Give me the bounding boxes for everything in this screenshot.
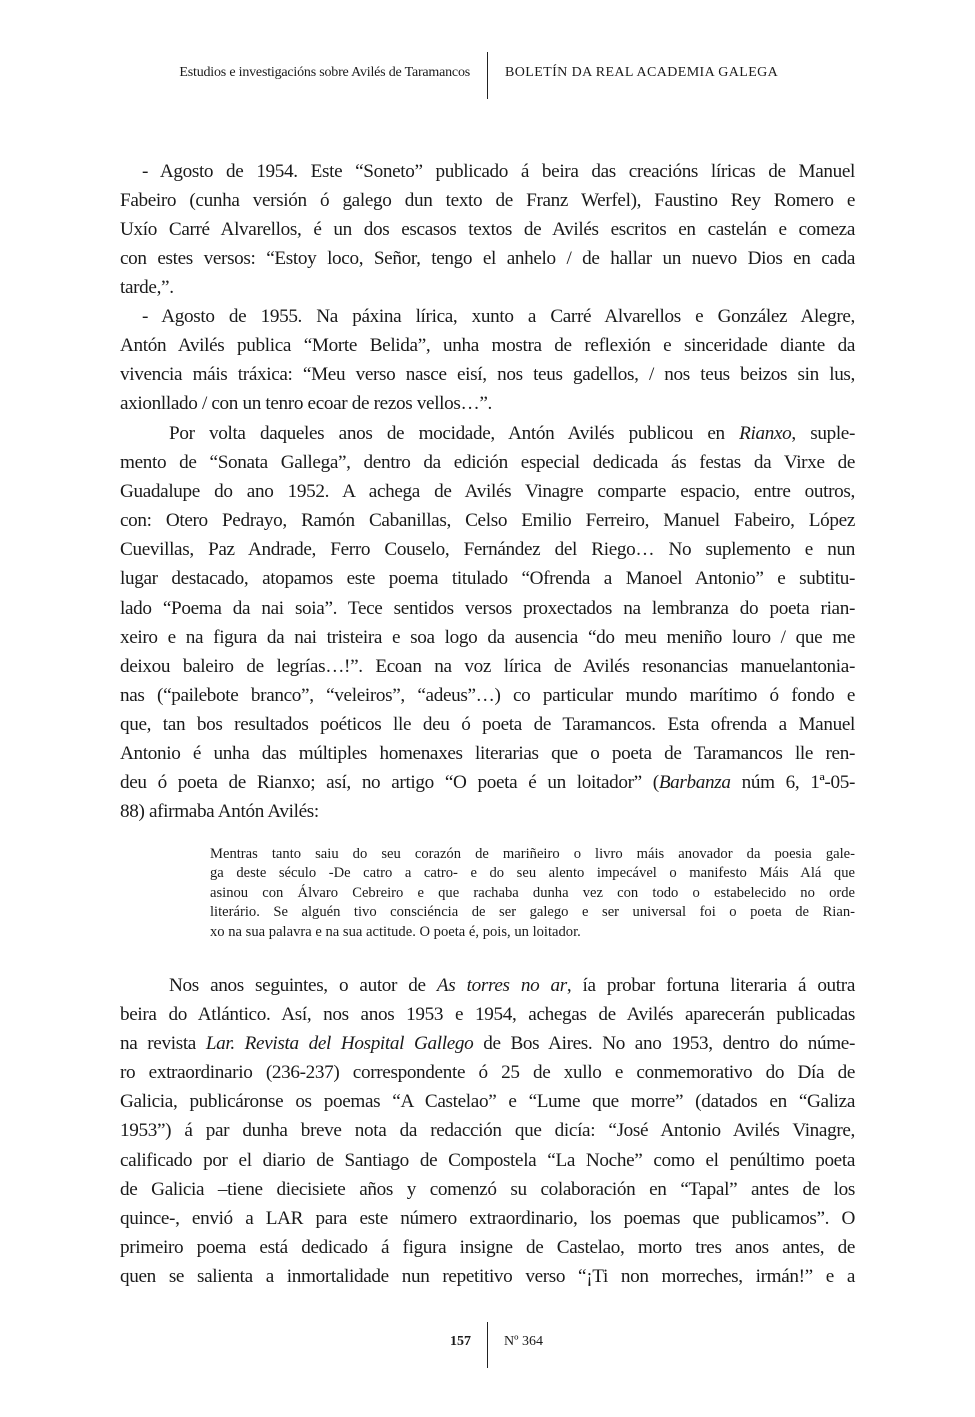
block-quote xyxy=(210,845,855,942)
text-run: Por volta daqueles anos de mocidade, Antón Avilés publicou en xyxy=(169,423,740,444)
text-line xyxy=(120,419,855,448)
text-line: xeiro e na figura da nai tristeira e soa logo da ausencia “do meu meniño louro / que me xyxy=(120,626,855,648)
paragraph-rianxo xyxy=(120,419,855,826)
text-line: quen se salienta a inmortalidade nun repetitivo verso “¡Ti non morreches, irmán!” e a xyxy=(120,1265,855,1287)
text-line: - Agosto de 1954. Este “Soneto” publicado á beira das creacións líricas de Manuel xyxy=(142,161,855,182)
text-line: 88) afirmaba Antón Avilés: xyxy=(120,801,319,823)
text-line xyxy=(120,1029,855,1058)
text-run: Nos anos seguintes, o autor de xyxy=(169,975,437,996)
text-line: beira do Atlántico. Así, nos anos 1953 e 1954, achegas de Avilés aparecerán publicadas xyxy=(120,1004,855,1026)
text-line: que, tan bos resultados poéticos lle deu ó poeta de Taramancos. Esta ofrenda a Manuel xyxy=(120,713,855,735)
text-line: 1953”) á par dunha breve nota da redacción que dicía: “José Antonio Avilés Vinagre, xyxy=(120,1120,855,1142)
text-line: lado “Poema da nai soia”. Tece sentidos versos proxectados na lembranza do poeta rian- xyxy=(120,597,855,619)
publication-title: Barbanza xyxy=(658,772,731,794)
text-run: na revista xyxy=(120,1033,206,1055)
text-run: de Bos Aires. No ano 1953, dentro do núme- xyxy=(473,1033,855,1055)
quote-line: literário. Se alguén tivo consciéncia de ser galego e ser universal foi o poeta de Rian- xyxy=(210,904,855,921)
text-run: deu ó poeta de Rianxo; así, no artigo “O poeta é un loitador” ( xyxy=(120,772,659,794)
quote-line: asinou con Álvaro Cebreiro e que rachaba dunha vez con todo o estabelecido no orde xyxy=(210,884,855,901)
text-line: tarde,”. xyxy=(120,277,174,299)
page-footer xyxy=(0,1322,975,1368)
publication-title: Rianxo xyxy=(739,423,792,444)
text-line: mento de “Sonata Gallega”, dentro da edición especial dedicada ás festas da Virxe de xyxy=(120,452,855,474)
text-run: , suple- xyxy=(791,423,856,444)
publication-title: Lar. Revista del Hospital Gallego xyxy=(205,1033,474,1055)
paragraph-agosto-1955 xyxy=(120,302,855,418)
text-line xyxy=(120,971,855,1000)
header-section-title: Estudios e investigacións sobre Avilés de Taramancos xyxy=(179,65,470,80)
text-line: Fabeiro (cunha versión ó galego dun texto de Franz Werfel), Faustino Rey Romero e xyxy=(120,190,855,212)
text-line: Cuevillas, Paz Andrade, Ferro Couselo, Fernández del Riego… No suplemento e nun xyxy=(120,539,855,561)
text-run: núm 6, 1ª-05- xyxy=(730,772,855,794)
running-header xyxy=(0,52,975,100)
paragraph-agosto-1954 xyxy=(120,157,855,302)
text-line: con: Otero Pedrayo, Ramón Cabanillas, Celso Emilio Ferreiro, Manuel Fabeiro, López xyxy=(120,510,855,532)
text-line: Guadalupe do ano 1952. A achega de Avilés Vinagre comparte espacio, entre outros, xyxy=(120,481,855,503)
paragraph-atlantico xyxy=(120,971,855,1291)
text-line: Antonio é unha das múltiples homenaxes literarias que o poeta de Taramancos lle ren- xyxy=(120,743,855,765)
quote-line: ga deste século -De catro a catro- e do seu alento impecável o manifesto Máis Alá que xyxy=(210,865,855,882)
text-line: con estes versos: “Estoy loco, Señor, tengo el anhelo / de hallar un nuevo Dios en cada xyxy=(120,248,855,270)
text-line: de Galicia –tiene diecisiete años y comenzó su colaboración en “Tapal” antes de los xyxy=(120,1178,855,1200)
issue-number: Nº 364 xyxy=(504,1334,543,1349)
header-journal-title: BOLETÍN DA REAL ACADEMIA GALEGA xyxy=(505,65,779,80)
page-number: 157 xyxy=(450,1334,471,1349)
text-run: , ía probar fortuna literaria á outra xyxy=(566,975,855,996)
text-line: nas (“pailebote branco”, “veleiros”, “adeus”…) co particular mundo marítimo ó fondo e xyxy=(120,684,855,706)
book-title: As torres no ar xyxy=(436,975,567,996)
text-line: axionllado / con un tenro ecoar de rezos vellos…”. xyxy=(120,393,492,415)
text-line: - Agosto de 1955. Na páxina lírica, xunto a Carré Alvarellos e González Alegre, xyxy=(142,306,855,327)
text-line: ro extraordinario (236-237) correspondente ó 25 de xullo e conmemorativo do Día de xyxy=(120,1062,855,1084)
text-line: calificado por el diario de Santiago de Compostela “La Noche” como el penúltimo poeta xyxy=(120,1149,855,1171)
text-line xyxy=(120,768,855,797)
text-line: primeiro poema está dedicado á figura insigne de Castelao, morto tres anos antes, de xyxy=(120,1236,855,1258)
text-line: vivencia máis tráxica: “Meu verso nasce eisí, nos teus gadellos, / nos teus beizos sin lus, xyxy=(120,364,855,386)
quote-line: xo na sua palavra e na sua actitude. O poeta é, pois, un loitador. xyxy=(210,923,581,940)
text-line: Uxío Carré Alvarellos, é un dos escasos textos de Avilés escritos en castelán e comeza xyxy=(120,219,855,241)
header-divider xyxy=(487,52,488,99)
text-line: lugar destacado, atopamos este poema titulado “Ofrenda a Manoel Antonio” e subtitu- xyxy=(120,568,855,590)
footer-divider xyxy=(487,1322,488,1368)
text-line: Galicia, publicáronse os poemas “A Castelao” e “Lume que morre” (datados en “Galiza xyxy=(120,1091,855,1113)
text-line: Antón Avilés publica “Morte Belida”, unha mostra de reflexión e sinceridade diante da xyxy=(120,335,855,357)
quote-line: Mentras tanto saiu do seu corazón de mariñeiro o livro máis anovador da poesia gale- xyxy=(210,846,855,862)
text-line: quince-, envió a LAR para este número extraordinario, los poemas que publicamos”. O xyxy=(120,1207,855,1229)
text-line: deixou baleiro de legrías…!”. Ecoan na voz lírica de Avilés resonancias manuelantonia- xyxy=(120,655,855,677)
